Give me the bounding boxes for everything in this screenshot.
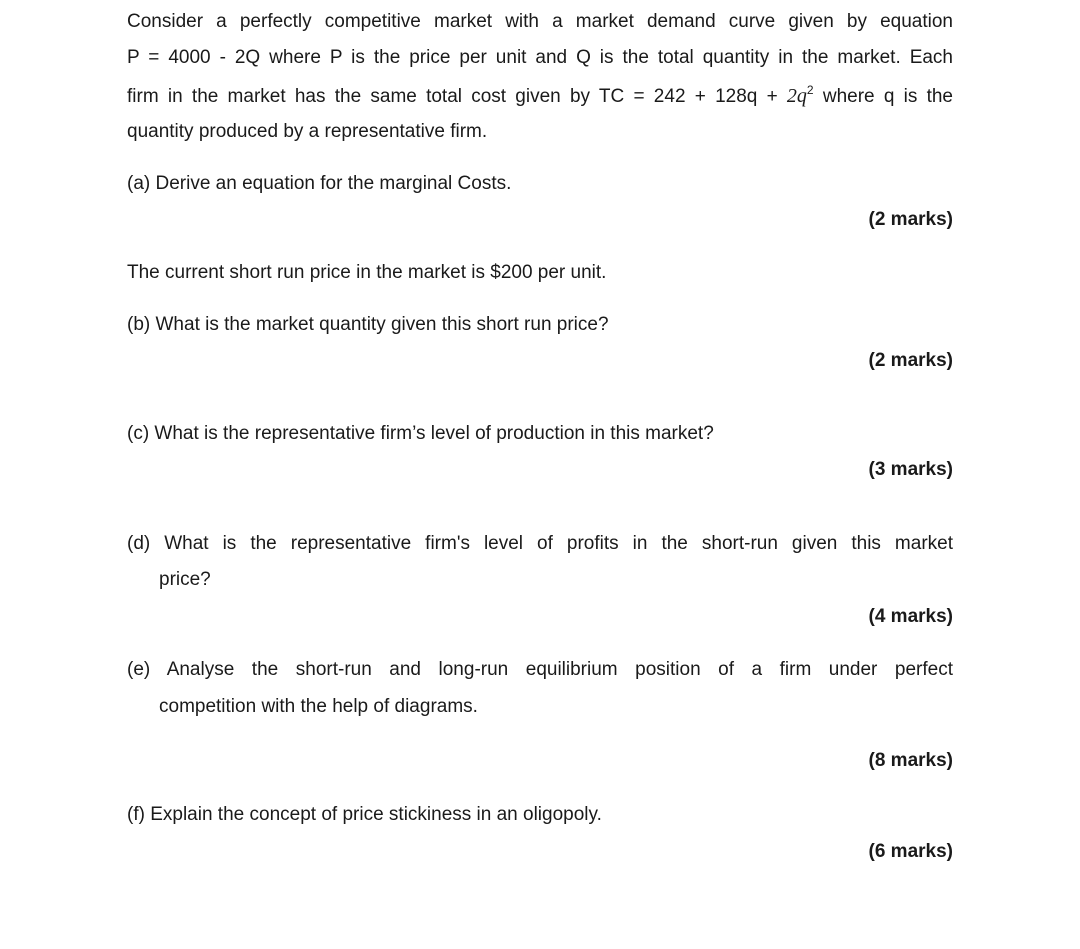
question-e-line-1: (e) Analyse the short-run and long-run equilibrium position of a firm under perfect: [127, 659, 953, 680]
question-c-marks: (3 marks): [868, 459, 953, 480]
tc-quadratic-coefficient: 2: [786, 85, 797, 107]
intro-line-3: [127, 84, 953, 109]
tc-quadratic-exponent: 2: [806, 83, 814, 97]
tc-quadratic-variable: q: [796, 85, 807, 107]
intro-line-3-post: where q is the: [813, 86, 953, 107]
question-f-marks: (6 marks): [868, 841, 953, 862]
intro-line-4: quantity produced by a representative firm.: [127, 121, 488, 142]
question-b-marks: (2 marks): [868, 350, 953, 371]
question-a-marks: (2 marks): [868, 209, 953, 230]
intro-line-1: Consider a perfectly competitive market with a market demand curve given by equation: [127, 11, 953, 32]
question-e-line-2: competition with the help of diagrams.: [159, 696, 478, 717]
question-e-marks: (8 marks): [868, 750, 953, 771]
question-b-text: (b) What is the market quantity given this short run price?: [127, 314, 609, 335]
question-d-marks: (4 marks): [868, 606, 953, 627]
question-d-line-2: price?: [159, 569, 211, 590]
question-f-text: (f) Explain the concept of price stickiness in an oligopoly.: [127, 804, 602, 825]
question-a-text: (a) Derive an equation for the marginal Costs.: [127, 173, 512, 194]
price-statement: The current short run price in the market is $200 per unit.: [127, 262, 607, 283]
intro-line-3-pre: firm in the market has the same total cost given by TC = 242 + 128q +: [127, 86, 787, 107]
question-d-line-1: (d) What is the representative firm's level of profits in the short-run given this market: [127, 533, 953, 554]
question-c-text: (c) What is the representative firm’s level of production in this market?: [127, 423, 714, 444]
intro-line-2: P = 4000 - 2Q where P is the price per unit and Q is the total quantity in the market. Each: [127, 47, 953, 68]
